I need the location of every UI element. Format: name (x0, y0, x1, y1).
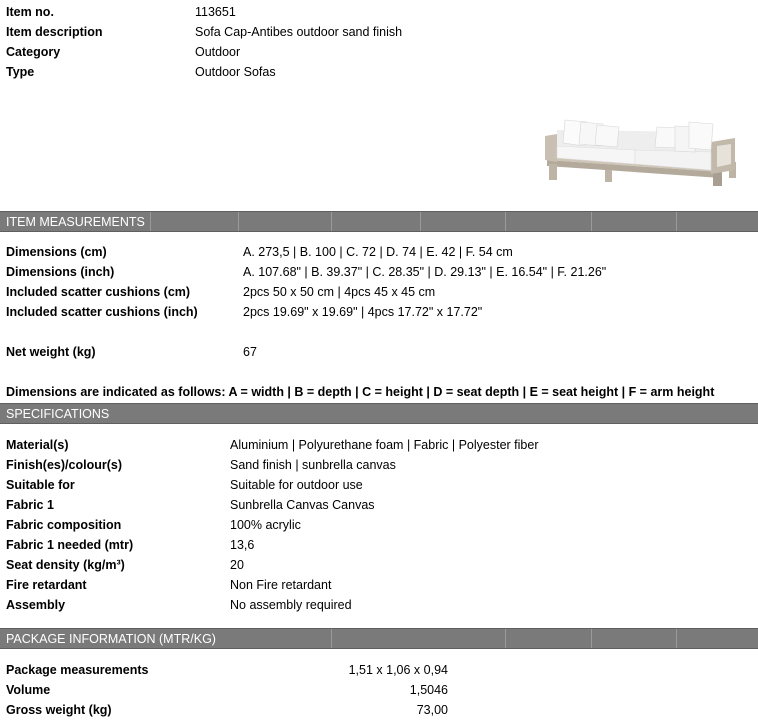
bar-divider (331, 212, 332, 231)
section-header-specifications (0, 403, 758, 424)
row-label: Material(s) (6, 438, 69, 452)
bar-divider (238, 212, 239, 231)
row-value: Non Fire retardant (230, 578, 332, 592)
row-value: Sunbrella Canvas Canvas (230, 498, 375, 512)
row-value: 1,5046 (409, 683, 448, 697)
row-label: Included scatter cushions (inch) (6, 305, 198, 319)
net-weight-label: Net weight (kg) (6, 345, 96, 359)
row-label: Finish(es)/colour(s) (6, 458, 122, 472)
row-value: 2pcs 19.69" x 19.69" | 4pcs 17.72" x 17.72" (243, 305, 483, 319)
row-label: Dimensions (inch) (6, 265, 115, 279)
bar-divider (420, 212, 421, 231)
type-label: Type (6, 65, 35, 79)
bar-divider (505, 212, 506, 231)
row-label: Dimensions (cm) (6, 245, 107, 259)
row-label: Fire retardant (6, 578, 87, 592)
row-value: 1,51 x 1,06 x 0,94 (348, 663, 448, 677)
category-value: Outdoor (195, 45, 241, 59)
row-label: Assembly (6, 598, 66, 612)
section-title: PACKAGE INFORMATION (MTR/KG) (6, 632, 216, 646)
bar-divider (591, 629, 592, 648)
row-value: 13,6 (230, 538, 255, 552)
row-label: Included scatter cushions (cm) (6, 285, 191, 299)
bar-divider (505, 629, 506, 648)
row-label: Fabric composition (6, 518, 122, 532)
row-value: 2pcs 50 x 50 cm | 4pcs 45 x 45 cm (243, 285, 436, 299)
row-label: Suitable for (6, 478, 75, 492)
bar-divider (150, 212, 151, 231)
row-value: Aluminium | Polyurethane foam | Fabric | Polyester fiber (230, 438, 539, 452)
bar-divider (676, 212, 677, 231)
item-no-value: 113651 (195, 5, 236, 19)
row-value: Sand finish | sunbrella canvas (230, 458, 396, 472)
row-value: A. 273,5 | B. 100 | C. 72 | D. 74 | E. 42 | F. 54 cm (243, 245, 513, 259)
net-weight-value: 67 (243, 345, 257, 359)
row-label: Fabric 1 needed (mtr) (6, 538, 134, 552)
row-value: No assembly required (230, 598, 352, 612)
row-value: 20 (230, 558, 244, 572)
type-value: Outdoor Sofas (195, 65, 276, 79)
bar-divider (591, 212, 592, 231)
category-label: Category (6, 45, 61, 59)
section-header-package (0, 628, 758, 649)
row-value: A. 107.68" | B. 39.37" | C. 28.35" | D. 29.13" | E. 16.54" | F. 21.26" (243, 265, 607, 279)
section-title: ITEM MEASUREMENTS (6, 215, 145, 229)
section-title: SPECIFICATIONS (6, 407, 110, 421)
row-label: Gross weight (kg) (6, 703, 112, 717)
row-label: Volume (6, 683, 51, 697)
row-label: Seat density (kg/m³) (6, 558, 125, 572)
item-description-label: Item description (6, 25, 103, 39)
row-value: 100% acrylic (230, 518, 301, 532)
row-value: 73,00 (416, 703, 448, 717)
row-label: Package measurements (6, 663, 149, 677)
row-value: Suitable for outdoor use (230, 478, 363, 492)
bar-divider (331, 629, 332, 648)
section-header-measurements (0, 211, 758, 232)
outdoor-sofa-image (535, 112, 745, 187)
item-description-value: Sofa Cap-Antibes outdoor sand finish (195, 25, 403, 39)
dimension-legend-note: Dimensions are indicated as follows: A = width | B = depth | C = height | D = seat depth | E = seat height | F = arm height (6, 385, 715, 399)
bar-divider (676, 629, 677, 648)
item-no-label: Item no. (6, 5, 54, 19)
row-label: Fabric 1 (6, 498, 54, 512)
